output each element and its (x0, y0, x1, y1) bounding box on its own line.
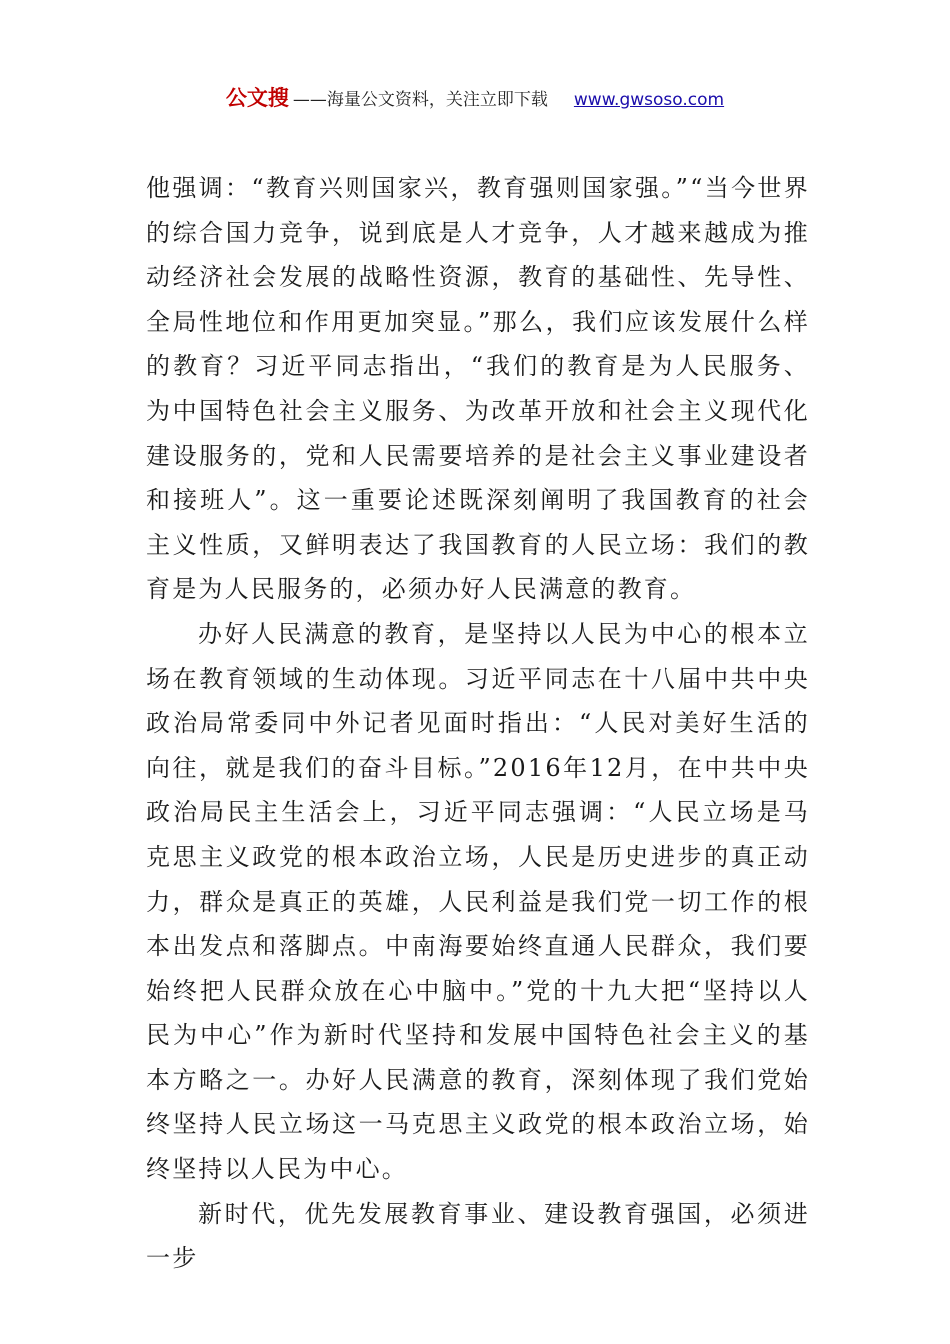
paragraph-2: 办好人民满意的教育，是坚持以人民为中心的根本立场在教育领域的生动体现。习近平同志在十八届中共中央政治局常委同中外记者见面时指出：“人民对美好生活的向往，就是我们的奋斗目标。”2016年12月，在中共中央政治局民主生活会上，习近平同志强调：“人民立场是马克思主义政党的根本政治立场，人民是历史进步的真正动力，群众是真正的英雄，人民利益是我们党一切工作的根本出发点和落脚点。中南海要始终直通人民群众，我们要始终把人民群众放在心中脑中。”党的十九大把“坚持以人民为中心”作为新时代坚持和发展中国特色社会主义的基本方略之一。办好人民满意的教育，深刻体现了我们党始终坚持人民立场这一马克思主义政党的根本政治立场，始终坚持以人民为中心。 (146, 619, 810, 1184)
brand-logo-text: 公文搜 (225, 86, 289, 110)
website-link[interactable]: www.gwsoso.com (573, 90, 725, 110)
page-header (0, 84, 950, 114)
paragraph-3: 新时代，优先发展教育事业、建设教育强国，必须进一步 (146, 1199, 810, 1273)
paragraph-1: 他强调：“教育兴则国家兴，教育强则国家强。”“当今世界的综合国力竞争，说到底是人才竞争，人才越来越成为推动经济社会发展的战略性资源，教育的基础性、先导性、全局性地位和作用更加突显。”那么，我们应该发展什么样的教育？习近平同志指出，“我们的教育是为人民服务、为中国特色社会主义服务、为改革开放和社会主义现代化建设服务的，党和人民需要培养的是社会主义事业建设者和接班人”。这一重要论述既深刻阐明了我国教育的社会主义性质，又鲜明表达了我国教育的人民立场：我们的教育是为人民服务的，必须办好人民满意的教育。 (146, 174, 810, 604)
header-tagline: ——海量公文资料，关注立即下载 (292, 90, 548, 110)
document-body (146, 166, 810, 1281)
